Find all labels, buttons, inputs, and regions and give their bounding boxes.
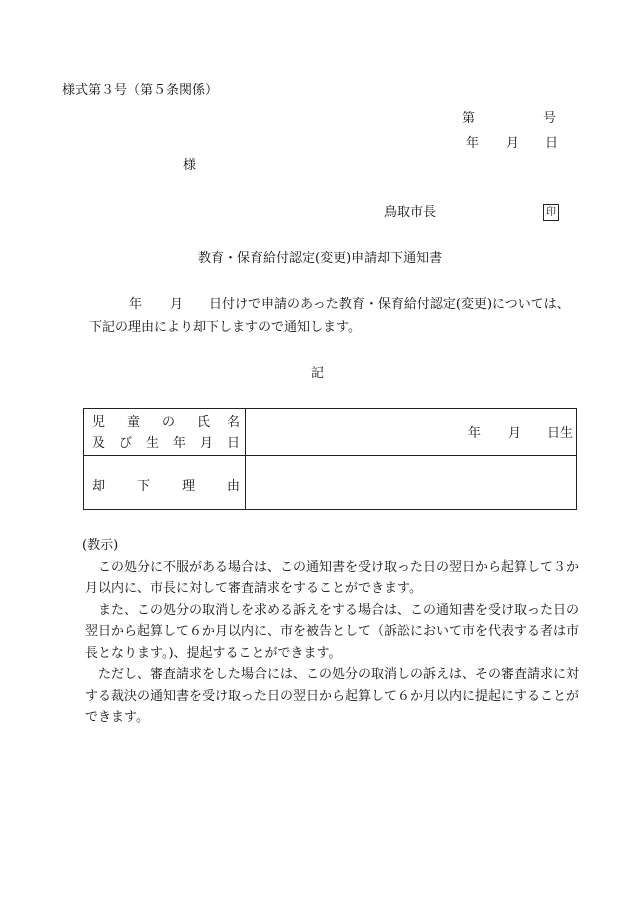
birth-month: 月 xyxy=(508,426,522,441)
label-birthdate-1: 及 xyxy=(92,436,106,451)
date-day: 日 xyxy=(545,136,559,151)
ki-mark: 記 xyxy=(311,366,325,381)
appeal-notice xyxy=(82,535,580,729)
doc-number-prefix: 第 xyxy=(462,111,476,126)
label-birthdate-6: 日 xyxy=(227,436,241,451)
label-child-name-3: の xyxy=(162,415,176,430)
label-birthdate-5: 月 xyxy=(200,436,214,451)
body-line2-text: 下記の理由により却下しますので通知します。 xyxy=(89,320,361,335)
table-column-divider xyxy=(245,409,246,509)
document-title: 教育・保育給付認定(変更)申請却下通知書 xyxy=(198,251,443,266)
label-reason-3: 理 xyxy=(182,479,196,494)
label-birthdate-3: 生 xyxy=(146,436,160,451)
seal-mark: 印 xyxy=(543,204,559,221)
body-month: 月 xyxy=(170,297,184,312)
label-birthdate-2: び xyxy=(119,436,133,451)
details-table xyxy=(83,408,577,510)
label-child-name-1: 児 xyxy=(92,415,106,430)
birth-day: 日生 xyxy=(547,426,574,441)
doc-number-suffix: 号 xyxy=(543,111,557,126)
issuer-name: 鳥取市長 xyxy=(384,205,437,220)
notice-paragraph: ただし、審査請求をした場合には、この処分の取消しの訴えは、その審査請求に対する裁決の通知書を受け取った日の翌日から起算して６か月以内に提起にすることができます。 xyxy=(85,667,580,725)
label-reason-4: 由 xyxy=(227,479,241,494)
label-child-name-2: 童 xyxy=(127,415,141,430)
date-month: 月 xyxy=(506,136,520,151)
table-row-divider xyxy=(84,455,576,456)
body-line1-text: 日付けで申請のあった教育・保育給付認定(変更)については、 xyxy=(209,297,570,312)
date-year: 年 xyxy=(466,136,480,151)
notice-paragraph: また、この処分の取消しを求める訴えをする場合は、この通知書を受け取った日の翌日から起算して６か月以内に、市を被告として（訴訟において市を代表する者は市長となります。)、提起することができます。 xyxy=(85,602,580,661)
label-reason-1: 却 xyxy=(92,479,106,494)
birth-year: 年 xyxy=(468,426,482,441)
label-birthdate-4: 年 xyxy=(173,436,187,451)
label-reason-2: 下 xyxy=(137,479,151,494)
label-child-name-4: 氏 xyxy=(197,415,211,430)
notice-paragraph: この処分に不服がある場合は、この通知書を受け取った日の翌日から起算して３か月以内に、市長に対して審査請求をすることができます。 xyxy=(85,559,580,596)
addressee-suffix: 様 xyxy=(183,158,197,173)
label-child-name-5: 名 xyxy=(227,415,241,430)
form-number: 様式第３号（第５条関係） xyxy=(62,83,219,98)
body-year: 年 xyxy=(129,297,143,312)
notice-heading: (教示) xyxy=(82,538,119,553)
